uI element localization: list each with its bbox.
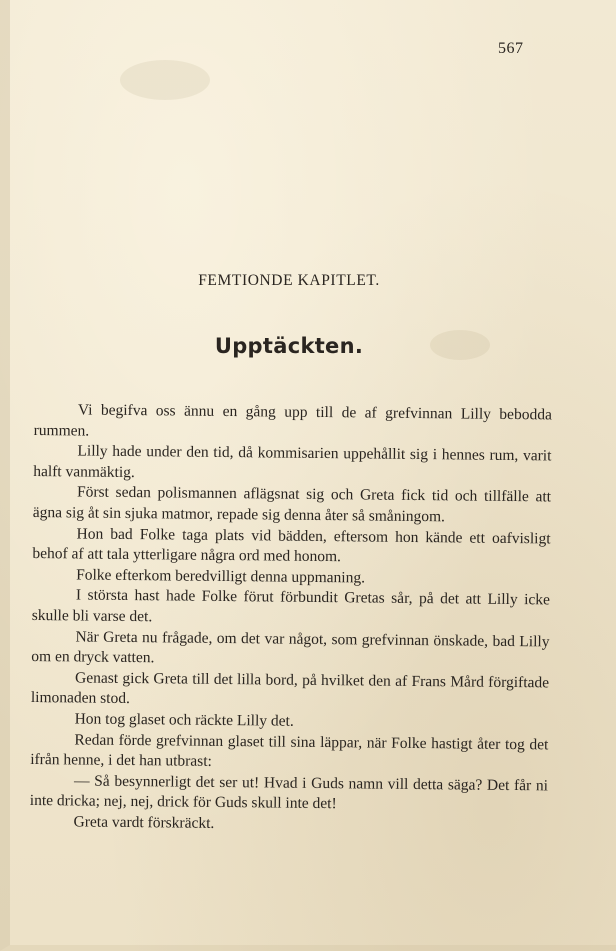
paragraph: Folke efterkom beredvilligt denna uppmaning. [76, 566, 366, 587]
paper-stain [120, 60, 210, 100]
page-number: 567 [498, 40, 524, 57]
paragraph: Hon bad Folke taga plats vid bädden, eftersom hon kände ett oafvisligt behof af att tala ytterligare några ord med honom. [32, 525, 551, 566]
paragraph: Greta vardt förskräckt. [73, 813, 215, 832]
paragraph: — Så besynnerligt det ser ut! Hvad i Guds namn vill detta säga? Det får ni inte dricka; nej, nej, drick för Guds skull inte det! [29, 772, 549, 813]
chapter-heading: FEMTIONDE KAPITLET. [198, 272, 380, 289]
body-text [29, 400, 552, 838]
paragraph: Lilly hade under den tid, då kommisarien uppehållit sig i hennes rum, varit halft vanmäktig. [33, 442, 552, 481]
chapter-title: Upptäckten. [214, 334, 364, 358]
paragraph: När Greta nu frågade, om det var något, som grefvinnan önskade, bad Lilly om en dryck vatten. [31, 627, 550, 667]
paragraph: Redan förde grefvinnan glaset till sina läppar, när Folke hastigt åter tog det ifrån henne, i det han utbrast: [30, 730, 549, 770]
paragraph: I största hast hade Folke förut förbundit Gretas sår, på det att Lilly icke skulle bli varse det. [31, 586, 551, 626]
paragraph: Genast gick Greta till det lilla bord, på hvilket den af Frans Mård förgiftade limonaden stod. [30, 669, 550, 708]
paragraph: Först sedan polismannen aflägsnat sig och Greta fick tid och tillfälle att ägna sig åt sin sjuka matmor, repade sig denna åter så småningom. [32, 483, 552, 526]
paragraph: Hon tog glaset och räckte Lilly det. [74, 710, 294, 730]
paragraph: Vi begifva oss ännu en gång upp till de af grefvinnan Lilly bebodda rummen. [33, 401, 552, 440]
